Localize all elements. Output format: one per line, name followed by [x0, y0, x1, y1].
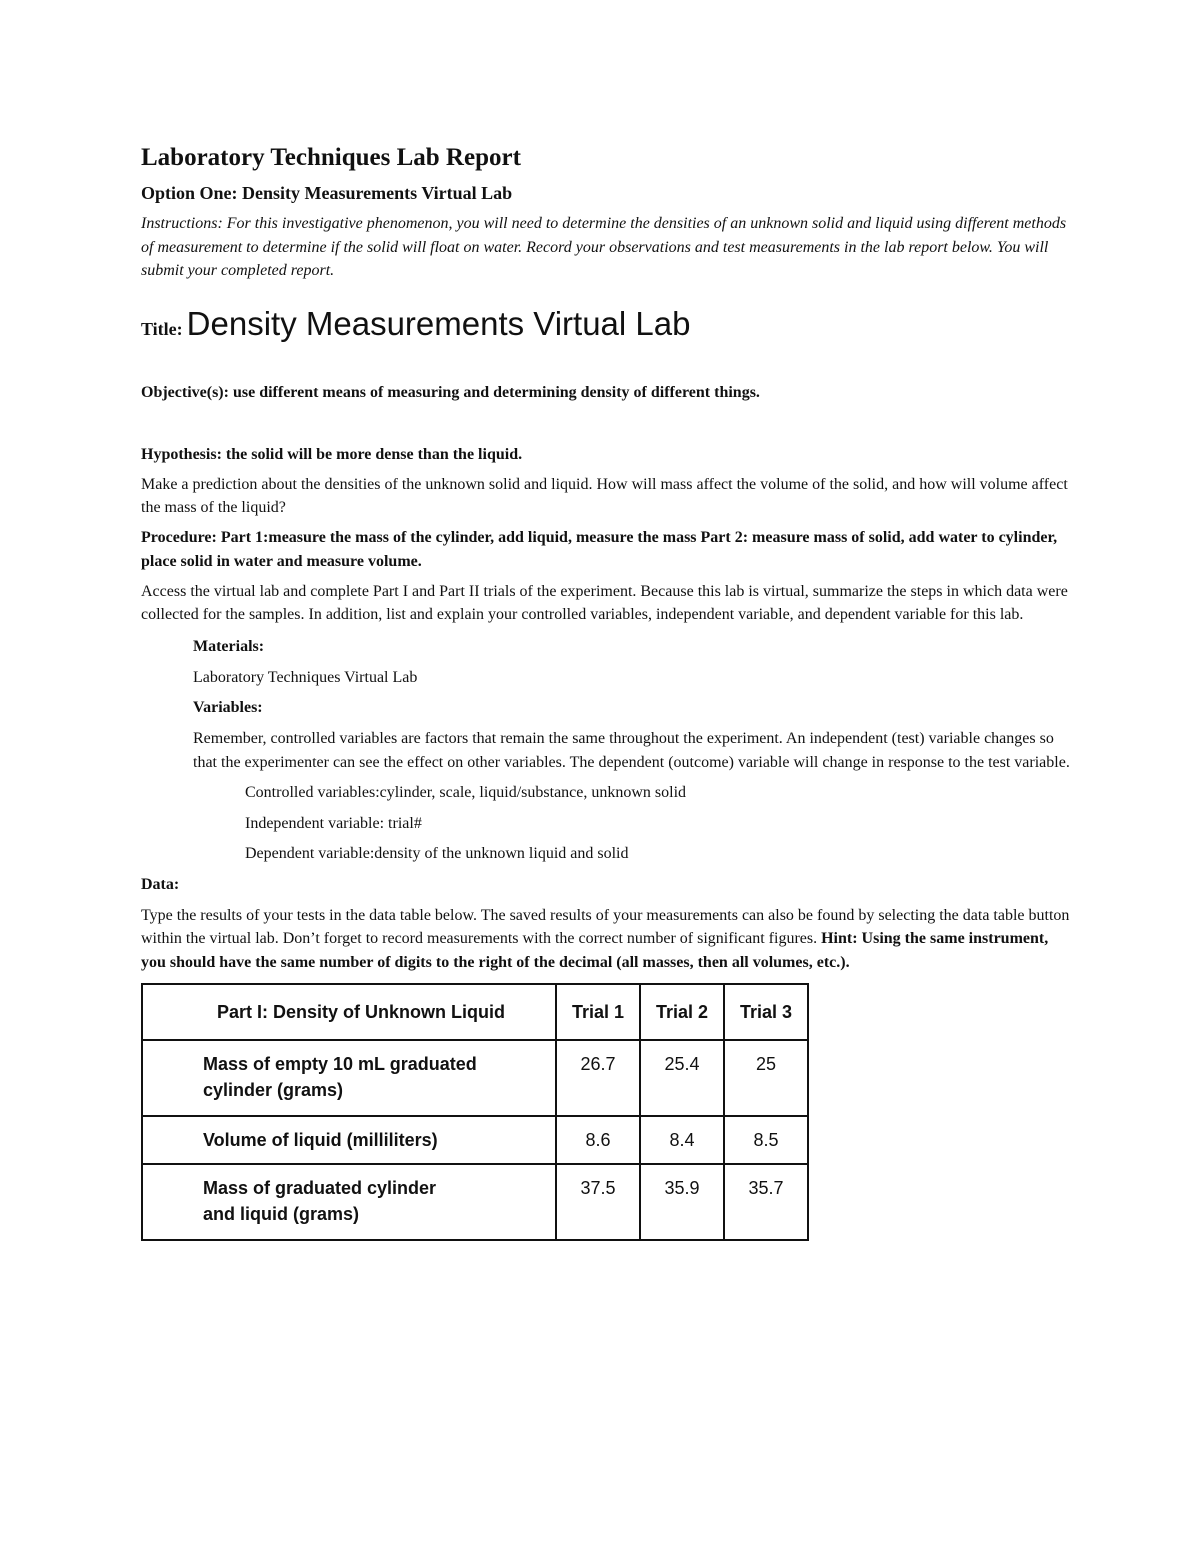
materials-value: Laboratory Techniques Virtual Lab: [193, 668, 418, 686]
data-hint: Hint: Using the same instrument, you should have the same number of digits to the right of the decimal (all masses, then all volumes, etc.).: [141, 930, 1049, 971]
hypothesis-text: Hypothesis: the solid will be more dense than the liquid.: [141, 445, 523, 463]
instructions-text: Instructions: For this investigative phenomenon, you will need to determine the densities of an unknown solid and liquid using different methods of measurement to determine if the solid will float on water. Record your observations and test measurements in the lab report below. You will submit your completed report.: [141, 215, 1067, 279]
table-header-trial-2: Trial 2: [640, 984, 724, 1040]
table-row: [142, 1040, 808, 1116]
title-line: [141, 301, 1071, 347]
table-cell[interactable]: 26.7: [556, 1040, 640, 1116]
table-cell[interactable]: 8.5: [724, 1116, 808, 1164]
table-cell[interactable]: 8.6: [556, 1116, 640, 1164]
document-title: Laboratory Techniques Lab Report: [141, 144, 521, 171]
table-cell[interactable]: 35.7: [724, 1164, 808, 1240]
data-heading: Data:: [141, 875, 180, 893]
table-cell[interactable]: 37.5: [556, 1164, 640, 1240]
row-label-line: and liquid (grams): [203, 1204, 360, 1224]
dependent-variable: Dependent variable:density of the unknown liquid and solid: [245, 845, 629, 862]
independent-variable: Independent variable: trial#: [245, 814, 422, 832]
row-label-line: Mass of graduated cylinder: [203, 1178, 437, 1198]
row-label: [142, 1116, 556, 1164]
objective-text: Objective(s): use different means of measuring and determining density of different things.: [141, 383, 760, 401]
table-header-part: Part I: Density of Unknown Liquid: [142, 984, 556, 1040]
table-row: [142, 1116, 808, 1164]
variables-prompt: Remember, controlled variables are factors that remain the same throughout the experiment. An independent (test) variable changes so that the experimenter can see the effect on other variables. The dependent (outcome) variable will change in response to the test variable.: [193, 730, 1070, 771]
title-value: Density Measurements Virtual Lab: [186, 304, 691, 342]
data-prompt: [141, 904, 1071, 975]
controlled-variables: Controlled variables:cylinder, scale, liquid/substance, unknown solid: [245, 784, 687, 801]
table-cell[interactable]: 35.9: [640, 1164, 724, 1240]
table-cell[interactable]: 25: [724, 1040, 808, 1116]
hypothesis-prompt: Make a prediction about the densities of the unknown solid and liquid. How will mass affect the volume of the solid, and how will volume affect the mass of the liquid?: [141, 475, 1068, 516]
document-subtitle: Option One: Density Measurements Virtual Lab: [141, 183, 513, 203]
variables-heading: Variables:: [193, 699, 263, 716]
data-prompt-text: Type the results of your tests in the data table below. The saved results of your measurements can also be found by selecting the data table button within the virtual lab. Don’t forget to record measurements with the correct number of significant figures.: [141, 906, 1070, 947]
table-cell[interactable]: 25.4: [640, 1040, 724, 1116]
row-label-line: cylinder (grams): [203, 1080, 344, 1100]
row-label: [142, 1040, 556, 1116]
table-row: [142, 1164, 808, 1240]
table-header-trial-1: Trial 1: [556, 984, 640, 1040]
row-label: [142, 1164, 556, 1240]
table-cell[interactable]: 8.4: [640, 1116, 724, 1164]
procedure-prompt: Access the virtual lab and complete Part I and Part II trials of the experiment. Because this lab is virtual, summarize the steps in which data were collected for the samples. In addition, list and explain your controlled variables, independent variable, and dependent variable for this lab.: [141, 582, 1068, 623]
materials-heading: Materials:: [193, 637, 265, 655]
table-header-row: [142, 984, 808, 1040]
title-label: Title:: [141, 318, 183, 339]
procedure-text: Procedure: Part 1:measure the mass of the cylinder, add liquid, measure the mass Part 2: measure mass of solid, add water to cylinder, place solid in water and measure volume.: [141, 528, 1058, 570]
table-header-trial-3: Trial 3: [724, 984, 808, 1040]
density-data-table: [141, 983, 809, 1241]
document-page: [141, 142, 1071, 1241]
row-label-line: Mass of empty 10 mL graduated: [203, 1054, 477, 1074]
row-label-line: Volume of liquid (milliliters): [203, 1130, 438, 1150]
